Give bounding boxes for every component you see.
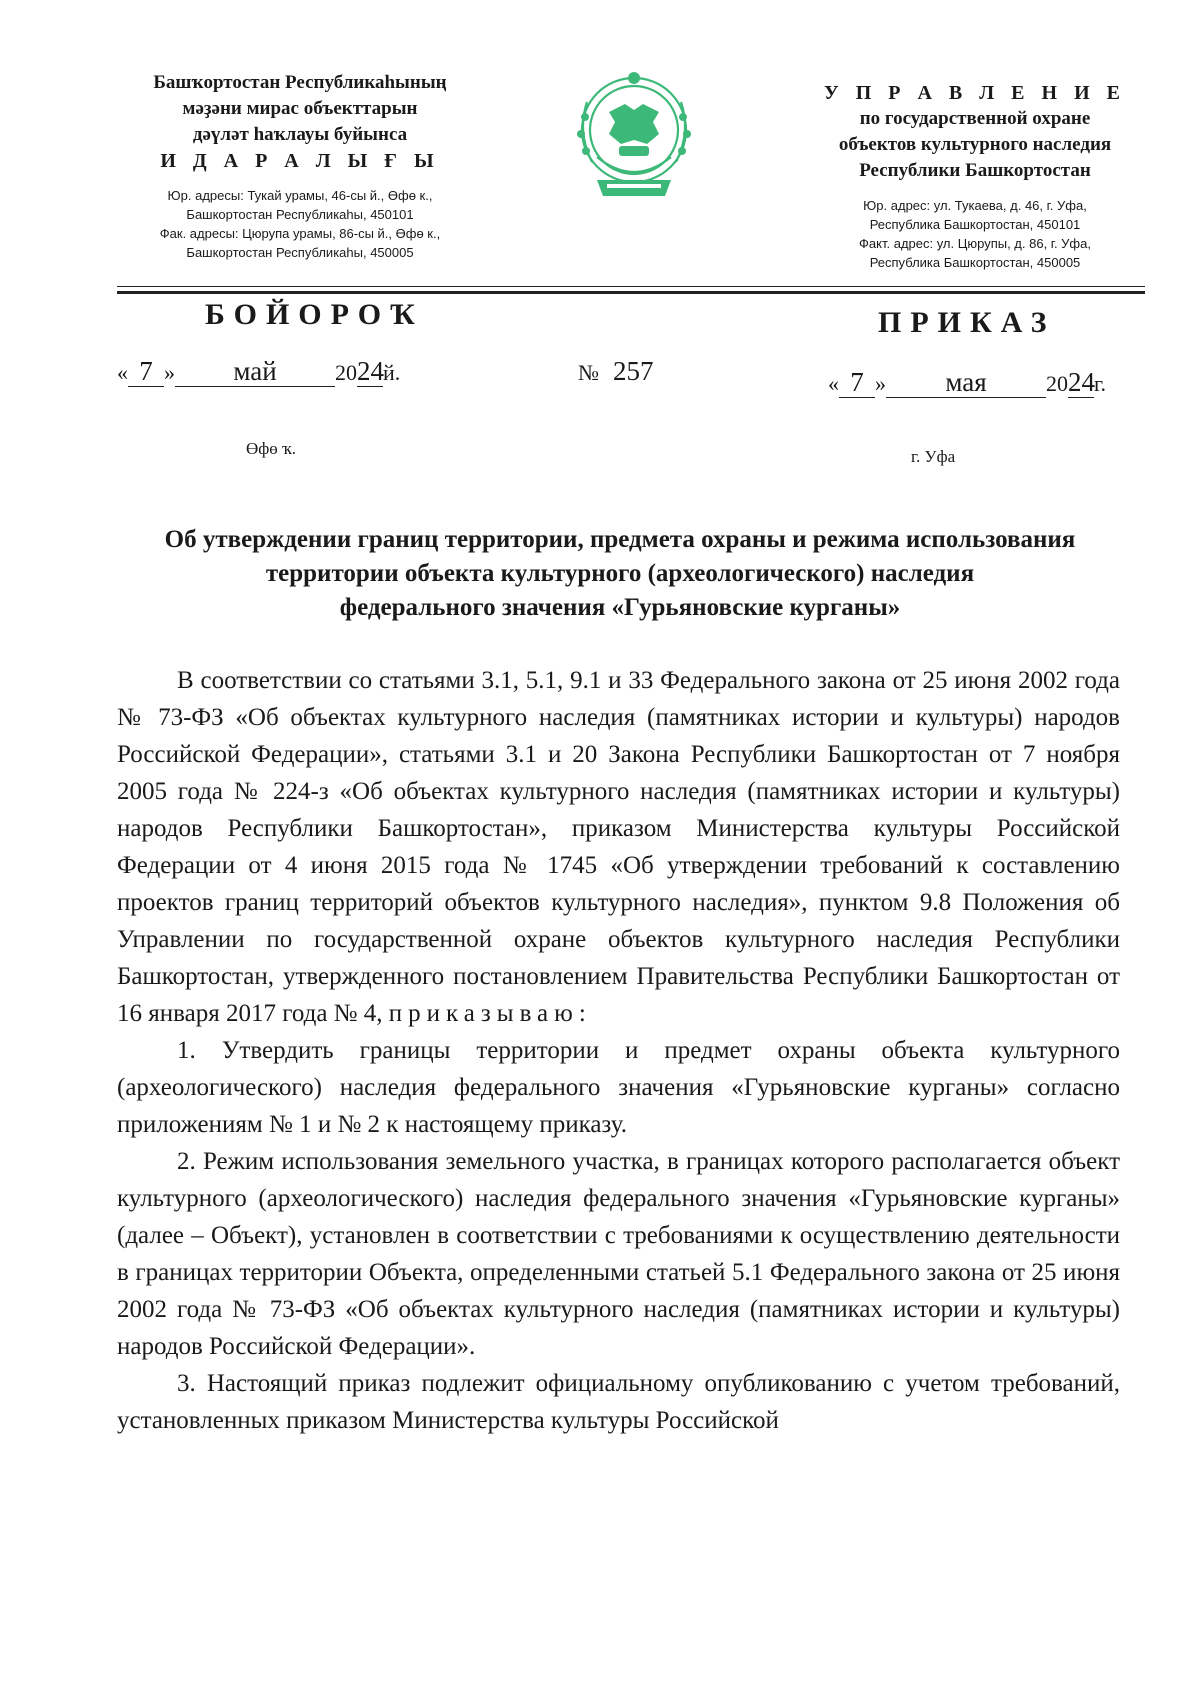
order-item-1: 1. Утвердить границы территории и предмет охраны объекта культурного (археологического) наследия федерального значения «Гурьяновские курганы» согласно приложениям № 1 и № 2 к настоящему приказу. <box>117 1037 1120 1138</box>
year-suffix: 24 <box>1068 367 1095 397</box>
year-prefix: 20 <box>335 360 357 385</box>
title-line: федерального значения «Гурьяновские курганы» <box>339 594 901 621</box>
order-item-2: 2. Режим использования земельного участка, в границах которого располагается объект культурного (археологического) наследия федерального значения «Гурьяновские курганы» (далее – Объект), установлен в соответствии с требованиями к осуществлению деятельности в границах территории Объекта, определенными статьей 5.1 Федерального закона от 25 июня 2002 года № 73-ФЗ «Об объектах культурного наследия (памятниках истории и культуры) народов Российской Федерации». <box>117 1148 1120 1360</box>
address-line: Юр. адрес: ул. Тукаева, д. 46, г. Уфа, <box>863 198 1087 213</box>
org-name-bashkir-line-4: И Д А Р А Л Ы Ғ Ы <box>160 150 440 172</box>
address-line: Фак. адресы: Цюрупа урамы, 86-сы й., Өфө к., <box>159 226 441 241</box>
address-line: Факт. адрес: ул. Цюрупы, д. 86, г. Уфа, <box>859 236 1091 251</box>
org-name-bashkir-line-3: дәүләт һаҡлауы буйынса <box>192 124 408 145</box>
date-russian <box>828 367 1106 398</box>
address-line: Башкортостан Республикаһы, 450005 <box>186 245 414 260</box>
date-day: 7 <box>839 367 875 398</box>
doc-type-russian: ПРИКАЗ <box>878 306 1056 339</box>
preamble-text: В соответствии со статьями 3.1, 5.1, 9.1 и 33 Федерального закона от 25 июня 2002 года № 73-ФЗ «Об объектах культурного наследия (памятниках истории и культуры) народов Российской Федерации», статьями 3.1 и 20 Закона Республики Башкортостан от 7 ноября 2005 года № 224-з «Об объектах культурного наследия (памятниках истории и культуры) народов Республики Башкортостан», приказом Министерства культуры Российской Федерации от 4 июня 2015 года № 1745 «Об утверждении требований к составлению проектов границ территорий объектов культурного наследия», пунктом 9.8 Положения об Управлении по государственной охране объектов культурного наследия Республики Башкортостан, утвержденного постановлением Правительства Республики Башкортостан от 16 января 2017 года № 4, <box>117 667 1120 1027</box>
org-name-russian-line-3: объектов культурного наследия <box>838 134 1112 155</box>
address-line: Башкортостан Республикаһы, 450101 <box>186 207 414 222</box>
document-body <box>117 662 1120 1439</box>
order-word: приказываю: <box>388 1000 592 1027</box>
city-russian: г. Уфа <box>911 447 956 466</box>
quote-close: » <box>164 360 175 385</box>
address-russian <box>780 196 1170 272</box>
address-line: Юр. адресы: Тукай урамы, 46-сы й., Өфө к., <box>167 188 433 203</box>
date-day: 7 <box>128 356 164 387</box>
date-month: май <box>175 356 335 387</box>
year-unit: й. <box>383 360 401 385</box>
year-prefix: 20 <box>1046 371 1068 396</box>
org-name-bashkir-line-2: мәҙәни мирас объекттарын <box>182 98 418 119</box>
title-line: Об утверждении границ территории, предмета охраны и режима использования <box>164 526 1076 553</box>
date-bashkir <box>117 356 400 387</box>
year-unit: г. <box>1094 371 1107 396</box>
preamble-paragraph <box>117 662 1120 1032</box>
address-line: Республика Башкортостан, 450101 <box>869 217 1081 232</box>
document-title <box>120 523 1120 625</box>
header-divider-thin <box>117 286 1145 287</box>
order-number <box>578 356 654 387</box>
org-name-russian-line-2: по государственной охране <box>859 108 1091 129</box>
date-month: мая <box>886 367 1046 398</box>
title-line: территории объекта культурного (археологического) наследия <box>265 560 975 587</box>
org-name-russian-line-1: У П Р А В Л Е Н И Е <box>824 82 1126 104</box>
quote-close: » <box>875 371 886 396</box>
org-name-russian-line-4: Республики Башкортостан <box>859 160 1091 181</box>
city-bashkir: Өфө ҡ. <box>246 439 297 458</box>
header-left <box>100 70 500 262</box>
bashkortostan-coat-of-arms-icon <box>567 62 702 207</box>
address-line: Республика Башкортостан, 450005 <box>869 255 1081 270</box>
number-value: 257 <box>613 356 654 386</box>
year-suffix: 24 <box>357 356 384 386</box>
address-bashkir <box>100 186 500 262</box>
doc-type-bashkir: БОЙОРОҠ <box>205 298 424 331</box>
org-name-bashkir-line-1: Башҡортостан Республикаһының <box>153 72 447 93</box>
header-right <box>780 80 1170 272</box>
order-item-3: 3. Настоящий приказ подлежит официальному опубликованию с учетом требований, установленных приказом Министерства культуры Российской <box>117 1370 1120 1434</box>
quote-open: « <box>117 360 128 385</box>
quote-open: « <box>828 371 839 396</box>
header-divider-thick <box>117 291 1145 294</box>
number-label: № <box>578 360 599 385</box>
